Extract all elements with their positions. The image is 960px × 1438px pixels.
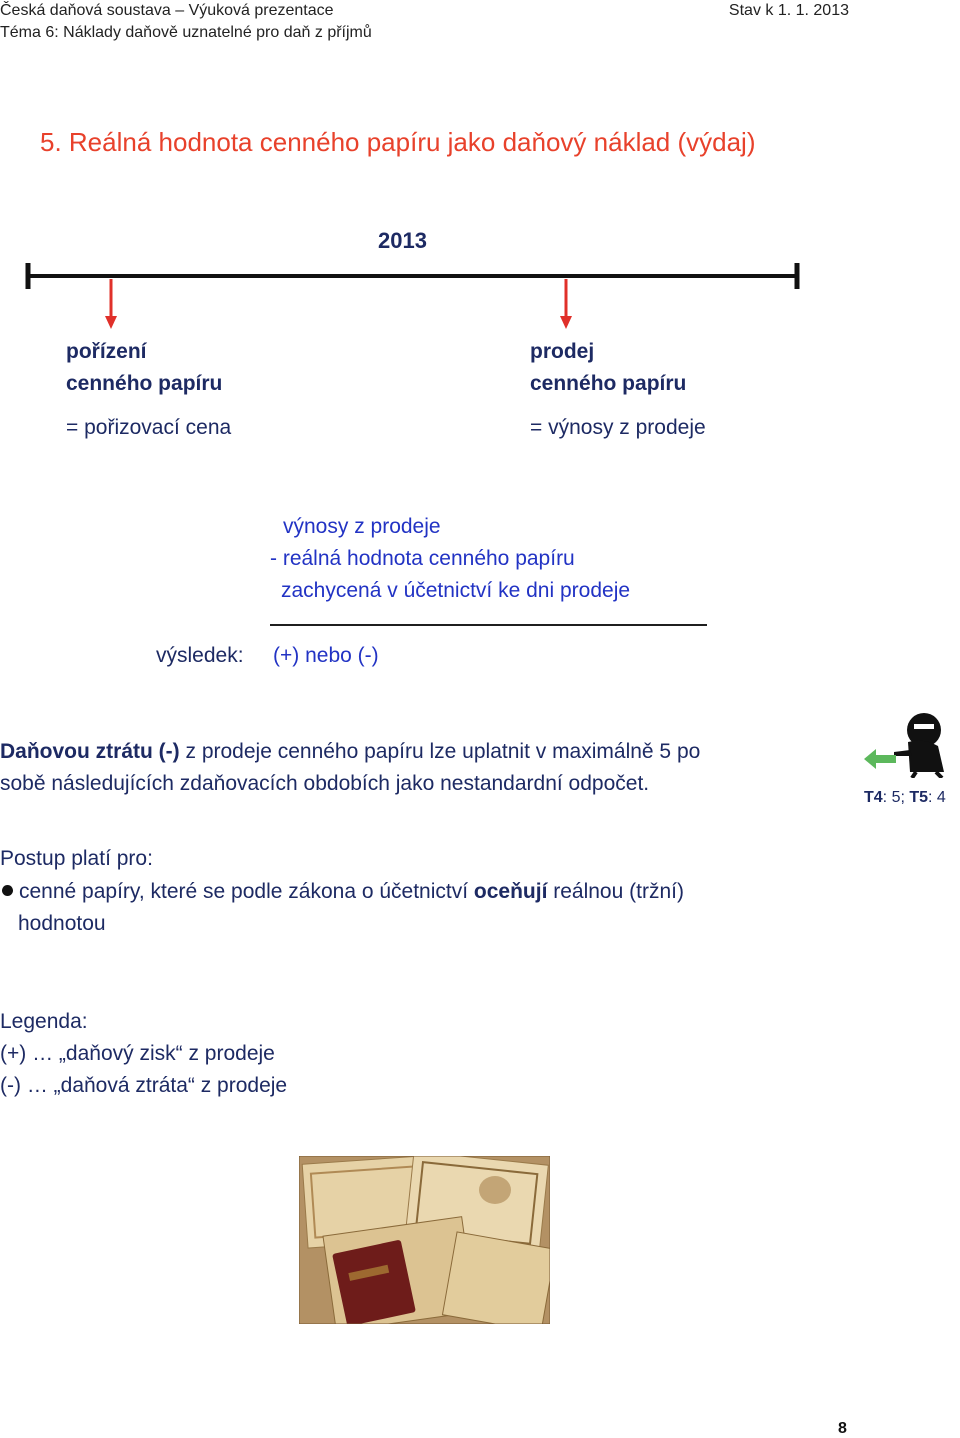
note-bold: Daňovou ztrátu (-) <box>0 740 180 763</box>
ref-t4: T4 <box>864 789 883 806</box>
back-arrow-icon[interactable] <box>864 748 898 770</box>
purchase-label-line2: cenného papíru <box>66 372 223 395</box>
bullet-icon <box>2 885 13 896</box>
page-title: 5. Reálná hodnota cenného papíru jako daňový náklad (výdaj) <box>40 127 756 157</box>
page-number: 8 <box>838 1420 847 1437</box>
result-label: výsledek: <box>156 644 244 667</box>
sale-arrow <box>560 279 572 329</box>
securities-photo <box>299 1156 550 1324</box>
calc-line2: - reálná hodnota cenného papíru <box>270 547 575 570</box>
ref-t5: T5 <box>909 789 929 806</box>
header-left-line2: Téma 6: Náklady daňově uznatelné pro daň z příjmů <box>0 24 372 41</box>
legend-heading: Legenda: <box>0 1010 88 1033</box>
purchase-equals: = pořizovací cena <box>66 416 232 439</box>
sale-label-line1: prodej <box>530 340 595 363</box>
legend-line2: (-) … „daňová ztráta“ z prodeje <box>0 1074 288 1097</box>
reference-text <box>864 789 946 807</box>
purchase-label-line1: pořízení <box>66 340 147 363</box>
calc-line1: výnosy z prodeje <box>283 515 441 538</box>
legend-line1: (+) … „daňový zisk“ z prodeje <box>0 1042 275 1065</box>
calc-line3: zachycená v účetnictví ke dni prodeje <box>281 579 631 602</box>
applies-bullet <box>2 876 684 908</box>
timeline <box>24 258 804 332</box>
header-right: Stav k 1. 1. 2013 <box>728 2 849 19</box>
sale-equals: = výnosy z prodeje <box>530 416 706 439</box>
applies-bullet-bold: oceňují <box>473 880 548 903</box>
applies-bullet-text1: cenné papíry, které se podle zákona o účetnictví <box>19 880 474 903</box>
applies-bullet-text2: reálnou (tržní) <box>547 880 684 903</box>
note-line2: sobě následujících zdaňovacích obdobích jako nestandardní odpočet. <box>0 772 650 795</box>
calc-result-line <box>270 624 707 626</box>
applies-heading: Postup platí pro: <box>0 847 153 870</box>
sale-label-line2: cenného papíru <box>530 372 687 395</box>
ref-t4-val: : 5; <box>882 789 910 806</box>
applies-bullet-line2: hodnotou <box>18 912 106 935</box>
note-rest: z prodeje cenného papíru lze uplatnit v maximálně 5 po <box>179 740 701 763</box>
ref-t5-val: : 4 <box>928 789 946 806</box>
purchase-arrow <box>105 279 117 329</box>
timeline-year: 2013 <box>378 228 427 253</box>
result-value: (+) nebo (-) <box>273 644 379 667</box>
note-line1 <box>0 736 700 768</box>
header-left-line1: Česká daňová soustava – Výuková prezentace <box>0 2 334 19</box>
